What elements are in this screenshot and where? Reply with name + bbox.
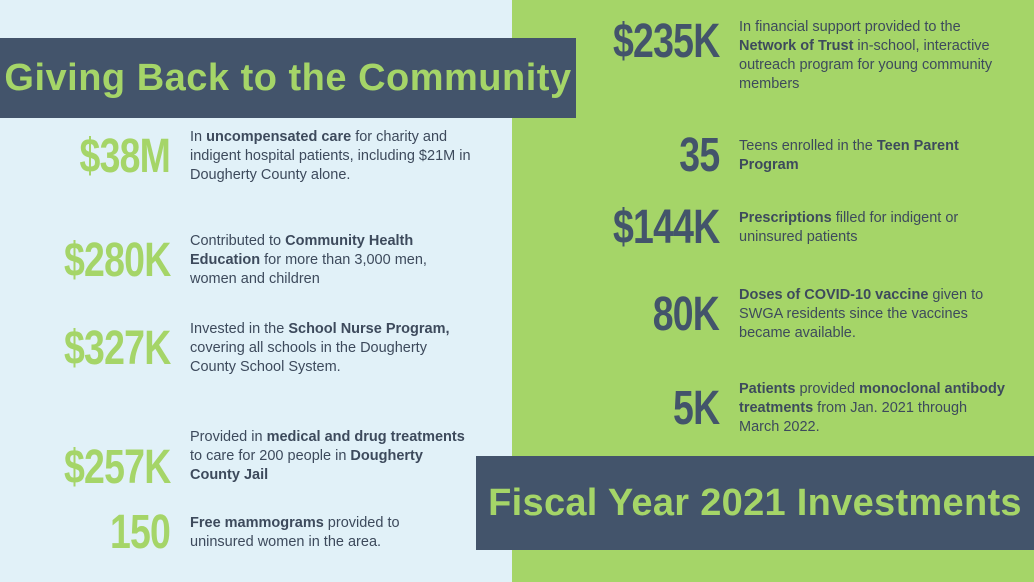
description-text: Teens enrolled in the (739, 137, 877, 154)
stat-description (190, 428, 475, 485)
stat-school-nurse-program (0, 320, 500, 377)
fiscal-year-banner (476, 456, 1034, 550)
stat-value: 150 (109, 506, 170, 559)
stat-prescriptions (514, 200, 1024, 255)
description-text: provided to uninsured women in the area. (190, 514, 400, 550)
stat-uncompensated-care (0, 128, 500, 185)
page-title: Giving Back to the Community (4, 56, 572, 99)
description-text: to care for 200 people in (190, 448, 351, 464)
stat-community-health-education (0, 232, 500, 289)
stat-monoclonal-antibody (514, 380, 1024, 437)
stat-description (739, 286, 1009, 343)
fiscal-year-title: Fiscal Year 2021 Investments (488, 481, 1022, 524)
stat-value: $327K (63, 322, 170, 375)
stat-description (739, 18, 994, 94)
description-text: Provided in (190, 429, 267, 445)
stat-description (739, 209, 994, 247)
stat-value: $235K (612, 15, 719, 68)
stat-description (190, 514, 450, 552)
stat-covid-vaccine-doses (514, 286, 1024, 343)
description-text: Invested in the (190, 321, 289, 337)
highlight-text: medical and drug treatments (266, 429, 465, 445)
description-text: for more than 3,000 men, women and children (190, 252, 427, 287)
stat-description (739, 380, 1009, 437)
description-text: In (190, 129, 207, 145)
stat-description (190, 232, 470, 289)
highlight-text: Prescriptions (739, 209, 832, 226)
highlight-text: Doses of COVID-10 vaccine (739, 287, 929, 303)
highlight-text: Patients (739, 381, 796, 397)
highlight-text: Free mammograms (190, 514, 324, 531)
stat-jail-medical-treatments (0, 418, 500, 495)
stat-value: 35 (678, 129, 719, 182)
highlight-text: School Nurse Program, (288, 321, 450, 337)
stat-value: $144K (612, 201, 719, 254)
highlight-text: Network of Trust (739, 38, 854, 54)
stat-value: $257K (63, 441, 170, 494)
stat-description (190, 128, 485, 185)
stat-description (739, 137, 994, 175)
stat-teen-parent-program (514, 128, 1024, 183)
highlight-text: Dougherty County Jail (190, 448, 423, 483)
stat-value: $280K (63, 234, 170, 287)
title-banner (0, 38, 576, 118)
description-text: filled for indigent or uninsured patients (739, 209, 959, 245)
stat-free-mammograms (0, 505, 500, 560)
stat-value: 80K (652, 288, 719, 341)
highlight-text: Community Health Education (190, 233, 414, 268)
stat-network-of-trust (514, 15, 1024, 94)
highlight-text: Teen Parent Program (739, 137, 959, 173)
description-text: for charity and indigent hospital patients, including $21M in Dougherty County alone. (190, 129, 471, 183)
highlight-text: monoclonal antibody treatments (739, 381, 1005, 416)
description-text: in-school, interactive outreach program for young community members (739, 38, 993, 92)
description-text: given to SWGA residents since the vaccines became available. (739, 287, 984, 341)
description-text: Contributed to (190, 233, 286, 249)
description-text: provided (795, 381, 860, 397)
stat-value: $38M (79, 130, 170, 183)
stat-value: 5K (672, 382, 719, 435)
highlight-text: uncompensated care (206, 129, 352, 145)
description-text: In financial support provided to the (739, 19, 961, 35)
description-text: covering all schools in the Dougherty County School System. (190, 340, 427, 375)
description-text: from Jan. 2021 through March 2022. (739, 400, 968, 435)
stat-description (190, 320, 470, 377)
